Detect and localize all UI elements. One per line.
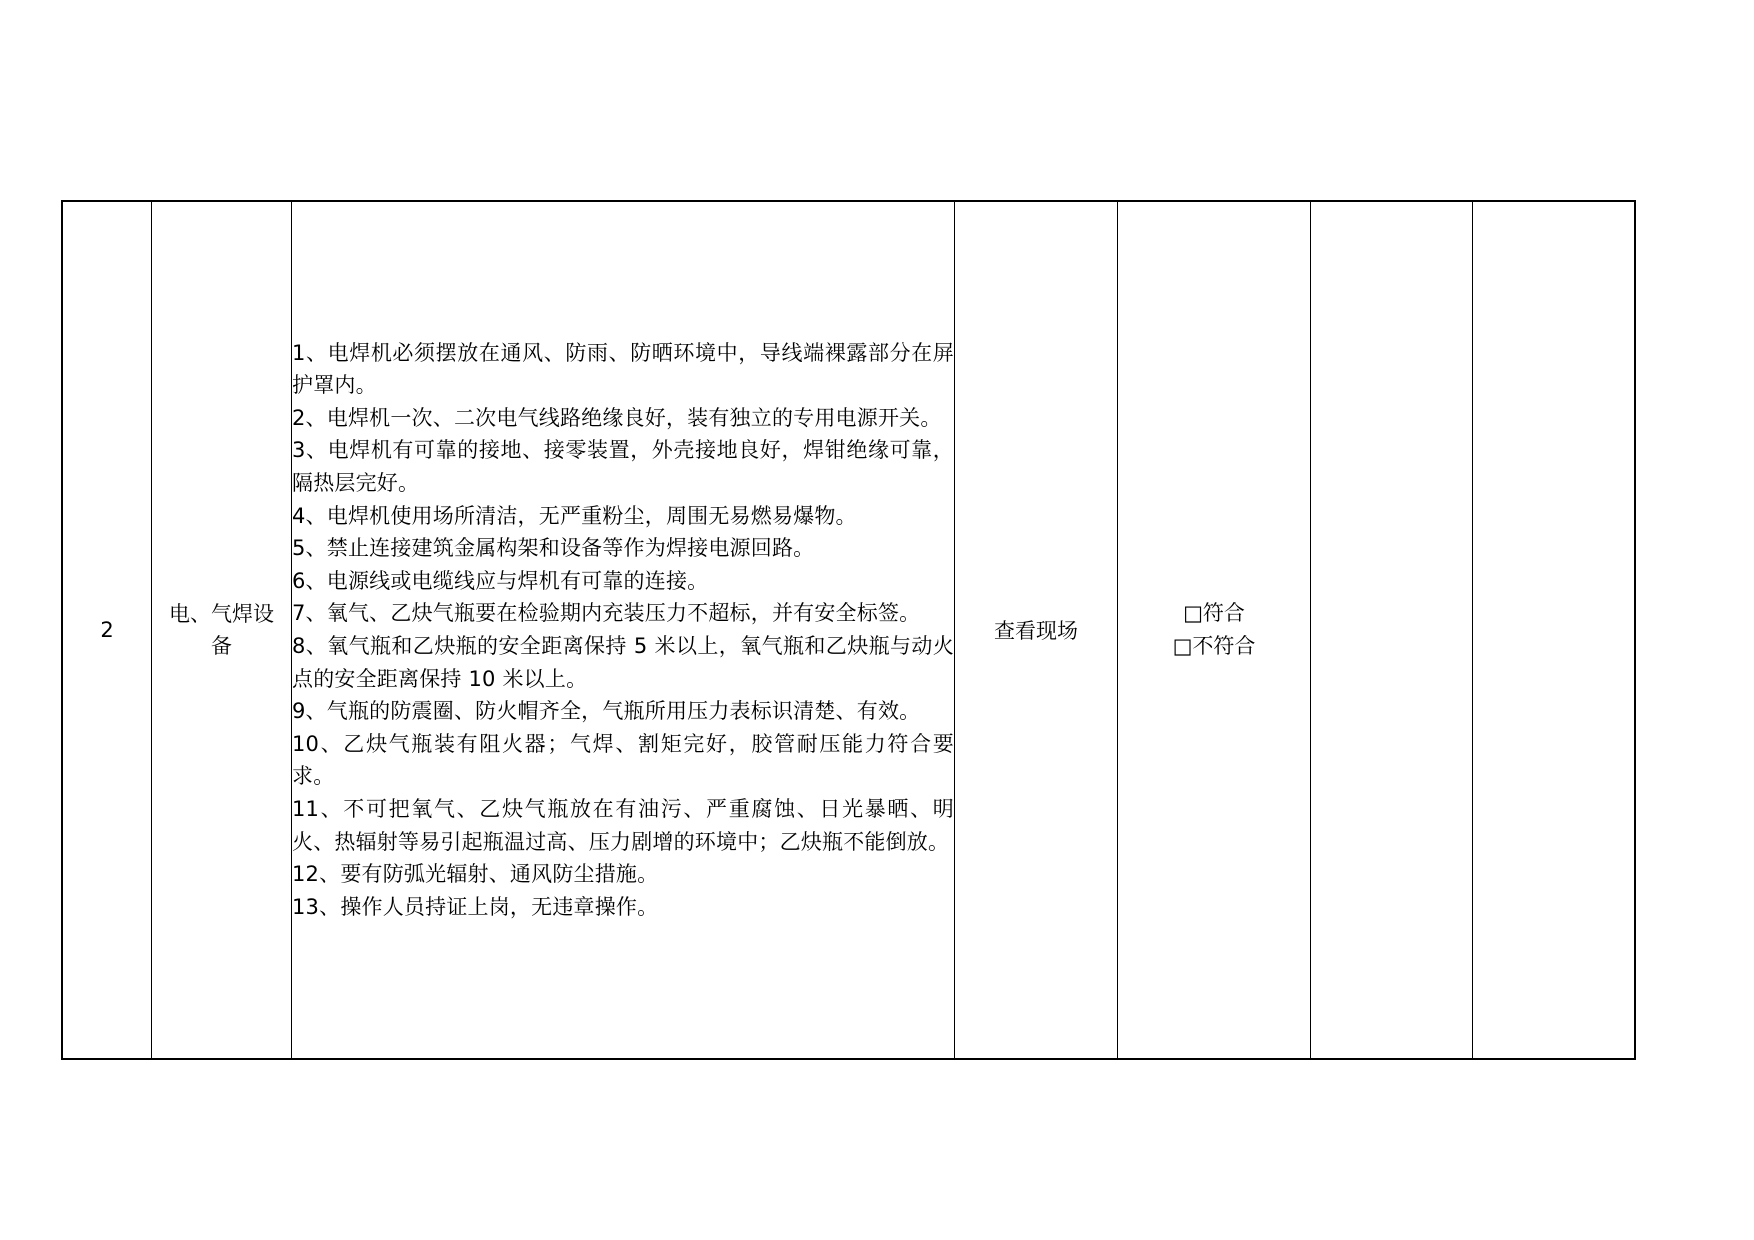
result-cell xyxy=(1118,201,1311,1059)
row-number-cell xyxy=(62,201,152,1059)
requirement-item: 8、氧气瓶和乙炔瓶的安全距离保持 5 米以上，氧气瓶和乙炔瓶与动火点的安全距离保持 10 米以上。 xyxy=(292,634,954,691)
requirement-item: 7、氧气、乙炔气瓶要在检验期内充装压力不超标，并有安全标签。 xyxy=(292,601,921,626)
requirements-list xyxy=(292,337,954,924)
inspection-method-cell xyxy=(955,201,1118,1059)
inspection-method: 查看现场 xyxy=(994,619,1078,643)
requirements-cell xyxy=(292,201,955,1059)
result-option-nonconform[interactable]: □不符合 xyxy=(1172,634,1256,658)
blank-cell xyxy=(1311,201,1473,1059)
inspection-item-cell xyxy=(152,201,292,1059)
inspection-item-line1: 电、气焊设 xyxy=(169,602,274,626)
inspection-item-line2: 备 xyxy=(211,634,232,658)
result-option-conform[interactable]: □符合 xyxy=(1183,601,1245,625)
requirement-item: 1、电焊机必须摆放在通风、防雨、防晒环境中，导线端裸露部分在屏护罩内。 xyxy=(292,340,954,398)
requirement-item: 4、电焊机使用场所清洁，无严重粉尘，周围无易燃易爆物。 xyxy=(292,503,857,528)
requirement-item: 10、乙炔气瓶装有阻火器；气焊、割矩完好，胶管耐压能力符合要求。 xyxy=(292,731,954,789)
requirement-item: 2、电焊机一次、二次电气线路绝缘良好，装有独立的专用电源开关。 xyxy=(292,405,942,430)
inspection-table xyxy=(61,200,1636,1060)
blank-cell xyxy=(1473,201,1636,1059)
requirement-item: 9、气瓶的防震圈、防火帽齐全，气瓶所用压力表标识清楚、有效。 xyxy=(292,699,921,724)
row-number: 2 xyxy=(100,618,114,642)
requirement-item: 5、禁止连接建筑金属构架和设备等作为焊接电源回路。 xyxy=(292,536,815,561)
requirement-item: 13、操作人员持证上岗，无违章操作。 xyxy=(292,894,659,919)
requirement-item: 11、不可把氧气、乙炔气瓶放在有油污、严重腐蚀、日光暴晒、明火、热辐射等易引起瓶温过高、压力剧增的环境中；乙炔瓶不能倒放。 xyxy=(292,796,954,854)
requirement-item: 6、电源线或电缆线应与焊机有可靠的连接。 xyxy=(292,568,709,593)
requirement-item: 3、电焊机有可靠的接地、接零装置，外壳接地良好，焊钳绝缘可靠，隔热层完好。 xyxy=(292,438,954,496)
requirement-item: 12、要有防弧光辐射、通风防尘措施。 xyxy=(292,862,659,887)
table-row xyxy=(62,201,1635,1059)
